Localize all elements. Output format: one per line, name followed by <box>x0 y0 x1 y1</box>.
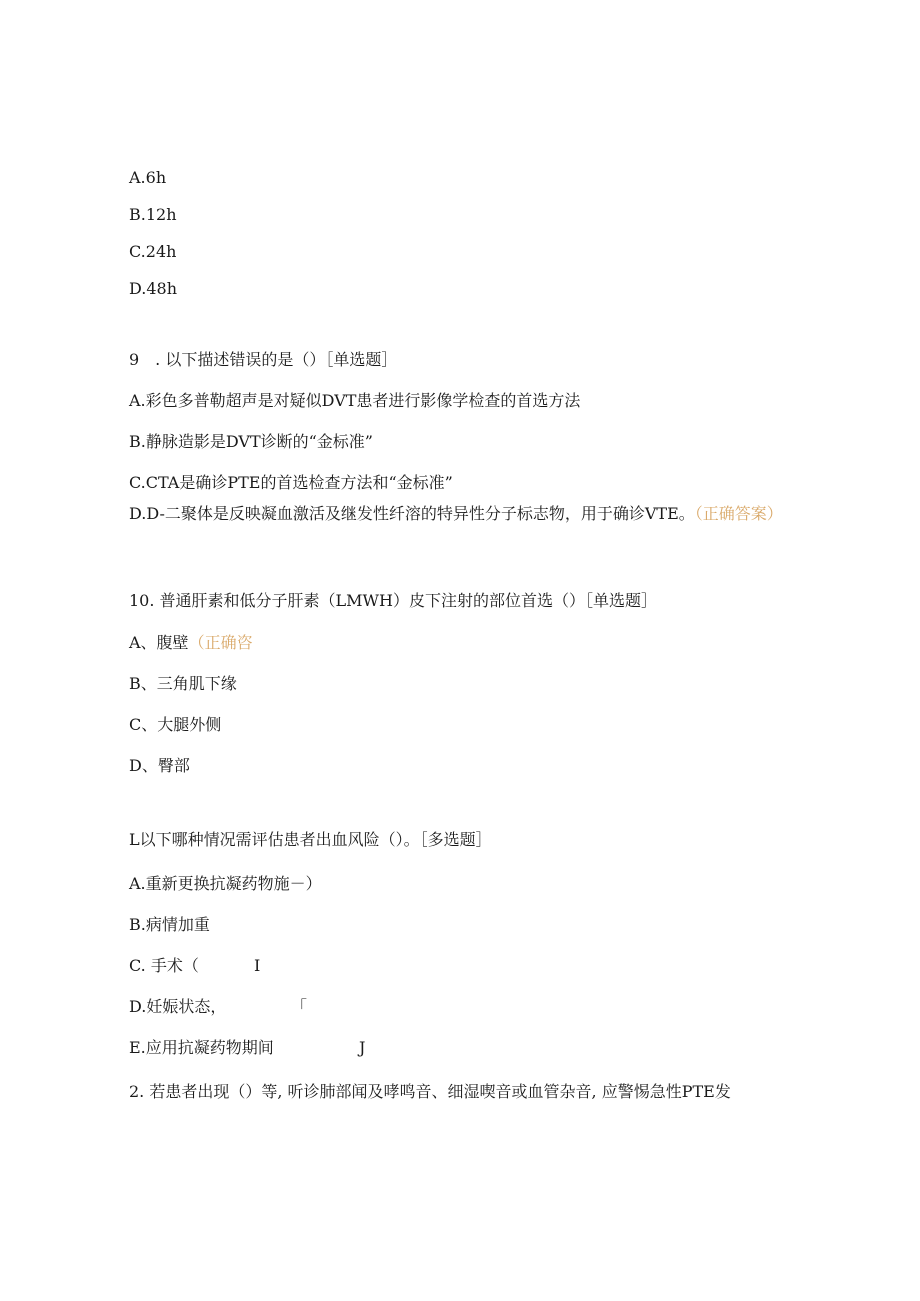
stray-mark: I <box>254 956 261 975</box>
q10-option-a[interactable] <box>129 632 253 654</box>
q9-option-a[interactable]: A.彩色多普勒超声是对疑似DVT患者进行影像学检查的首选方法 <box>129 391 581 410</box>
q10-option-c[interactable]: C、大腿外侧 <box>129 715 222 734</box>
q11-option-d[interactable]: D.妊娠状态， <box>129 997 227 1016</box>
q9-option-b[interactable]: B.静脉造影是DVT诊断的“金标准” <box>129 432 373 451</box>
q9-option-d[interactable] <box>129 503 789 525</box>
q11-option-e[interactable]: E.应用抗凝药物期间 <box>129 1038 274 1057</box>
question-11-title: L以下哪种情况需评估患者出血风险（）。［多选题］ <box>129 830 492 849</box>
question-12-title: 2. 若患者出现（）等, 听诊肺部闻及哮鸣音、细湿喫音或血管杂音, 应警惕急性PTE发 <box>129 1082 731 1101</box>
question-9-title: 9 . 以下描述错误的是（）［单选题］ <box>129 350 398 369</box>
q10-option-d[interactable]: D、臀部 <box>129 756 190 775</box>
q11-option-c[interactable]: C. 手术（ <box>129 956 199 975</box>
option-c[interactable]: C.24h <box>129 242 177 261</box>
option-b[interactable]: B.12h <box>129 205 177 224</box>
correct-answer-mark: （正确答案） <box>694 504 783 523</box>
stray-mark: 「 <box>291 997 308 1016</box>
question-10-title: 10. 普通肝素和低分子肝素（LMWH）皮下注射的部位首选（）［单选题］ <box>129 591 657 610</box>
stray-mark: J <box>359 1038 366 1057</box>
q9-option-c[interactable]: C.CTA是确诊PTE的首选检查方法和“金标准” <box>129 473 453 492</box>
option-a[interactable]: A.6h <box>129 168 167 187</box>
correct-answer-mark: （正确咨 <box>188 633 253 652</box>
q10-option-a-text: A、腹壁 <box>129 633 189 652</box>
q11-option-b[interactable]: B.病情加重 <box>129 915 210 934</box>
option-d[interactable]: D.48h <box>129 279 178 298</box>
q9-option-d-text: D.D-二聚体是反映凝血激活及继发性纤溶的特异性分子标志物，用于确诊VTE。 <box>129 504 695 523</box>
q11-option-a[interactable]: A.重新更换抗凝药物施－） <box>129 874 322 893</box>
q10-option-b[interactable]: B、三角肌下缘 <box>129 674 237 693</box>
